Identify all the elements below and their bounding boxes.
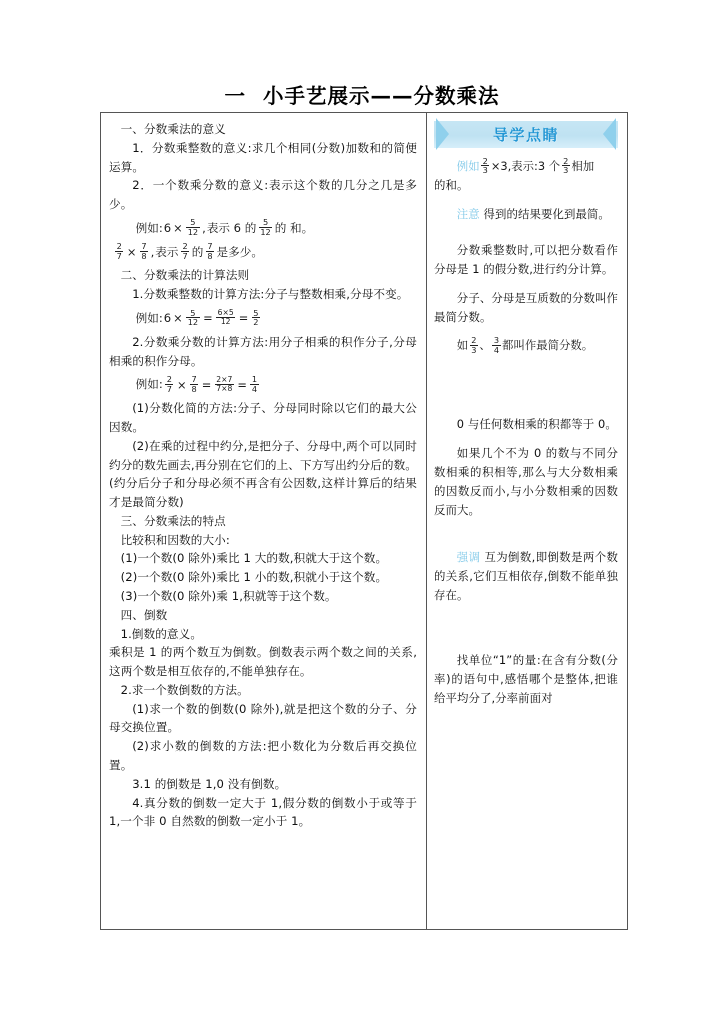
page-title [96,84,628,110]
operand-six: 6 [163,311,172,326]
fraction-numerator: 2 [182,241,188,252]
fraction-6x5-12 [216,309,235,326]
fraction-denominator: 7 [182,251,188,262]
fraction-denominator: 12 [187,227,199,238]
label-qiangdiao: 强调 [456,549,481,564]
section-4-item-1: 1.倒数的意义。 [120,626,203,641]
section-4-item-3: 2.求一个数倒数的方法。 [120,682,249,697]
fraction-7-8 [140,242,148,261]
section-1-item-1: 1．分数乘整数的意义:求几个相同(分数)加数和的简便运算。 [109,140,417,174]
comma-symbol: , [202,220,206,235]
fraction-numerator: 7 [141,241,147,252]
fraction-numerator: 7 [207,241,213,252]
right-example-mid: ×3,表示:3 个 [490,159,561,173]
right-block-6: 0 与任何数相乘的积都等于 0。 [456,417,617,432]
section-4-item-2: 乘积是 1 的两个数互为倒数。倒数表示两个数之间的关系,这两个数是相互依存的,不能单独存在。 [109,645,417,679]
fraction-denominator: 3 [563,165,569,176]
fraction-denominator: 7 [116,251,122,262]
fraction-denominator: 2 [253,317,259,328]
fraction-numerator: 2 [166,373,172,384]
example-text-2c: 是多少。 [216,244,263,259]
right-block-3: 分数乘整数时,可以把分数看作分母是 1 的假分数,进行约分计算。 [434,242,618,276]
example-text-1a: 表示 6 的 [206,220,257,235]
right-example-suffix: 相加 [571,159,595,173]
fraction-numerator: 5 [262,217,269,228]
section-4-item-5: (2)求小数的倒数的方法:把小数化为分数后再交换位置。 [109,739,417,772]
guide-banner-title: 导学点睛 [492,126,559,144]
fraction-numerator: 7 [191,373,197,384]
guide-banner [434,121,618,148]
example-formula-2 [109,243,417,262]
fraction-2x7-7x8 [215,376,234,393]
example-text-2a: 表示 [155,244,179,259]
right-block-7: 如果几个不为 0 的数与不同分数相乘的积相等,那么与大分数相乘的因数反而小,与小分数相乘的因数反而大。 [434,446,618,518]
section-3-item-3: (2)一个数(0 除外)乘比 1 小的数,积就小于这个数。 [120,570,388,585]
label-liru: 例如 [456,159,480,173]
fraction-3-4 [492,336,500,355]
right-block-example [434,157,618,176]
section-2-note-2: (2)在乘的过程中约分,是把分子、分母中,两个可以同时约分的数先画去,再分别在它们的上、下方写出约分后的数。(约分后分子和分母必须不再含有公因数,这样计算后的结果才是最简分数) [109,438,417,510]
right-block-4: 分子、分母是互质数的分数叫作最简分数。 [434,290,618,324]
right-block-5 [434,336,618,355]
fraction-7-8 [190,375,198,394]
fraction-denominator: 8 [207,251,213,262]
right-example-tail: 的和。 [434,177,469,192]
section-2-item-2: 2.分数乘分数的计算方法:用分子相乘的积作分子,分母相乘的积作分母。 [109,334,417,368]
content-box [100,112,628,930]
fraction-5-12 [186,218,199,237]
example-label-1: 例如: [135,220,163,235]
fraction-denominator: 4 [251,383,258,394]
right-block5-prefix: 如 [456,338,469,353]
times-symbol: × [126,244,137,259]
example-text-1b: 的 和。 [274,220,314,235]
fraction-numerator: 5 [190,307,196,318]
equals-symbol: = [203,311,213,326]
example-formula-3 [109,309,417,328]
section-heading-3: 三、分数乘法的特点 [120,513,226,528]
fraction-2-3-c [470,336,478,355]
section-4-item-4: (1)求一个数的倒数(0 除外),就是把这个数的分子、分母交换位置。 [109,701,417,735]
label-zhuyi: 注意 [456,206,480,221]
fraction-numerator: 2 [563,155,569,166]
fraction-numerator: 1 [251,373,258,384]
example-label-4: 例如: [135,377,163,392]
fraction-denominator: 7 [166,383,172,394]
example-label-3: 例如: [135,311,163,326]
right-qiangdiao-text: 互为倒数,即倒数是两个数的关系,它们互相依存,倒数不能单独存在。 [434,549,618,602]
section-4-item-6: 3.1 的倒数是 1,0 没有倒数。 [132,776,287,791]
fraction-numerator: 5 [190,217,196,228]
section-3-item-1: 比较积和因数的大小: [120,532,230,547]
example-formula-1 [109,219,417,238]
section-1-item-2: 2．一个数乘分数的意义:表示这个数的几分之几是多少。 [109,178,417,212]
fraction-denominator: 4 [493,344,500,355]
section-3-item-4: (3)一个数(0 除外)乘 1,积就等于这个数。 [120,588,337,603]
example-text-2b: 的 [191,244,204,259]
operand-six: 6 [163,220,172,235]
right-column [427,113,627,929]
fraction-5-12-b [259,218,272,237]
fraction-2-7 [115,242,123,261]
fraction-denominator: 3 [471,344,477,355]
fraction-numerator: 2×7 [216,374,233,384]
fraction-denominator: 8 [141,251,147,262]
example-formula-4 [109,375,417,394]
section-3-item-2: (1)一个数(0 除外)乘比 1 大的数,积就大于这个数。 [120,551,388,566]
times-symbol: × [176,377,187,392]
fraction-denominator: 12 [260,227,271,238]
equals-symbol: = [237,377,247,392]
times-symbol: × [173,221,183,236]
section-4-item-7: 4.真分数的倒数一定大于 1,假分数的倒数小于或等于 1,一个非 0 自然数的倒数一定小于 1。 [109,795,417,829]
right-zhuyi-text: 得到的结果要化到最简。 [483,206,610,221]
page-title-number: 一 [224,84,245,108]
section-heading-1: 一、分数乘法的意义 [120,122,226,136]
right-block-9: 找单位“1”的量:在含有分数(分率)的语句中,感悟哪个是整体,把谁给平均分了,分率前面对 [434,652,618,705]
right-block5-suffix: 都叫作最简分数。 [502,338,594,353]
section-2-note-1: (1)分数化简的方法:分子、分母同时除以它们的最大公因数。 [109,401,417,434]
fraction-denominator: 12 [216,317,235,326]
fraction-denominator: 3 [482,165,488,176]
times-symbol: × [173,311,183,326]
comma-symbol: , [150,244,155,259]
fraction-numerator: 2 [116,241,122,252]
page-title-text: 小手艺展示——分数乘法 [263,84,500,108]
fraction-5-2 [252,309,260,328]
right-block5-mid: 、 [479,338,491,353]
fraction-2-7 [165,375,173,394]
fraction-numerator: 2 [471,335,477,346]
fraction-denominator: 7×8 [216,383,233,393]
section-heading-2: 二、分数乘法的计算法则 [120,268,250,283]
fraction-numerator: 3 [493,335,500,346]
equals-symbol: = [238,311,249,326]
fraction-1-4 [250,375,258,394]
section-2-item-1: 1.分数乘整数的计算方法:分子与整数相乘,分母不变。 [132,287,409,302]
section-heading-4: 四、倒数 [120,607,168,622]
fraction-2-3 [481,157,489,176]
fraction-denominator: 12 [187,317,199,328]
fraction-numerator: 6×5 [217,308,234,318]
right-block-qiangdiao [434,548,618,605]
left-column [101,113,427,929]
right-block-zhuyi [434,205,618,224]
fraction-7-8-b [206,242,214,261]
equals-symbol: = [201,377,212,392]
fraction-2-3-b [562,157,570,176]
fraction-5-12 [186,309,199,328]
fraction-numerator: 5 [253,307,259,318]
fraction-numerator: 2 [482,155,488,166]
fraction-denominator: 8 [191,383,197,394]
fraction-2-7-b [181,242,189,261]
